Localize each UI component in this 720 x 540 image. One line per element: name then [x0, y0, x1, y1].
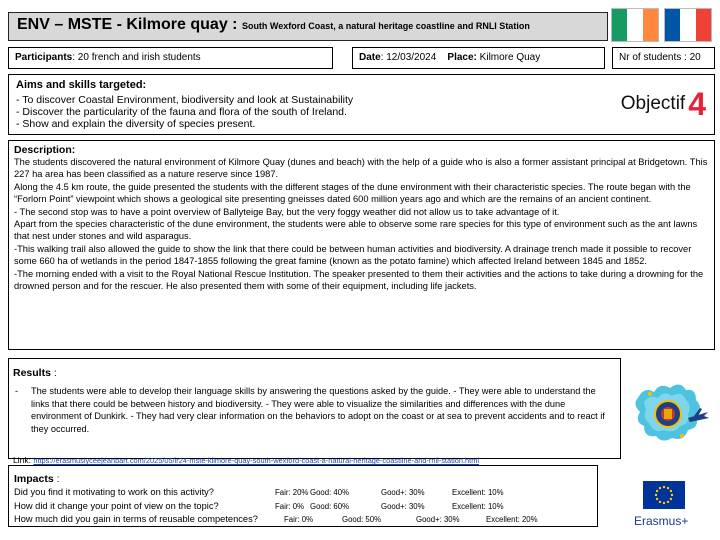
impact-good: Good: 60%: [310, 501, 350, 511]
impact-good: Good: 40%: [310, 488, 350, 497]
page-title: ENV – MSTE - Kilmore quay :: [17, 16, 238, 33]
eu-flag-icon: [643, 481, 685, 509]
page-title-bar: [8, 12, 608, 41]
aim-item: - To discover Coastal Environment, biodiversity and look at Sustainability: [16, 94, 354, 106]
impact-excellent: Excellent: 10%: [452, 501, 504, 511]
sdg4-objectif-logo: [620, 86, 706, 122]
aims-heading: Aims and skills targeted:: [16, 79, 147, 91]
impact-question: Did you find it motivating to work on this activity?: [14, 487, 214, 497]
impact-fair: Fair: 20%: [275, 488, 309, 497]
link-row: [13, 455, 616, 465]
results-heading: Results: [13, 367, 51, 379]
aims-section: [8, 74, 715, 135]
impact-fair: Fair: 0%: [275, 501, 305, 511]
description-paragraph: -This walking trail also allowed the guide to show the link that there could be between human activities and biodiversity. A drainage trench made it possible to recover some 660 ha of wetlands in the period 1847-1855 following the great famine (known as the potato famine) which affected Ireland between 1845 and 1852.: [14, 243, 692, 267]
description-heading: Description:: [14, 144, 76, 156]
results-section: [8, 358, 621, 466]
results-list: [13, 385, 616, 435]
impact-row: [14, 487, 592, 501]
erasmus-project-badge-icon: [630, 378, 710, 446]
participants-value: : 20 french and irish students: [72, 52, 201, 63]
impact-goodplus: Good+: 30%: [381, 501, 425, 511]
aim-item: - Show and explain the diversity of species present.: [16, 118, 256, 130]
impacts-heading-colon: :: [53, 473, 60, 485]
description-paragraph: The students discovered the natural environment of Kilmore Quay (dunes and beach) with the help of a guide who is also a former assistant principal at Bridgetown. This 227 ha area has been classified as a nature reserve since 1987.: [14, 157, 708, 180]
student-count-field: [612, 47, 715, 69]
description-paragraph: Apart from the species characteristic of the dune environment, the students were able to observe some rare species for this type of environment such as the ant lawns that nest under stones and wild asparagus.: [14, 219, 698, 242]
impact-row: [14, 514, 592, 528]
impacts-section: [8, 465, 598, 527]
erasmus-plus-logo-text: Erasmus+: [634, 514, 689, 528]
student-count-label: Nr of students: [619, 52, 682, 63]
results-text: The students were able to develop their language skills by answering the questions asked by the guide. - They were able to understand the links that there could be between history and biodiversity. - They were able to visualize the similarities and differences with the dune environment of Dunkirk. - They had very clear information on the behaviors to adopt on the coast or at sea to prevent accidents and to react if they occurred.: [31, 386, 605, 434]
participants-label: Participants: [15, 52, 73, 63]
aim-item: - Discover the particularity of the fauna and flora of the south of Ireland.: [16, 106, 347, 118]
impact-question: How much did you gain in terms of reusable competences?: [14, 514, 258, 524]
impact-excellent: Excellent: 10%: [452, 488, 504, 497]
date-place-field: [352, 47, 605, 69]
impact-row: [14, 501, 592, 515]
impact-question: How did it change your point of view on the topic?: [14, 500, 219, 511]
student-count-value: : 20: [684, 52, 701, 63]
objectif-logo-number: 4: [688, 86, 706, 122]
article-link[interactable]: https://erasmuslyceejeanbart.com/2025/05/ir24-mste-kilmore-quay-south-wexford-coast-a-natural-heritage-coastline-and-rnli-station.html: [33, 456, 480, 466]
participants-field: [8, 47, 333, 69]
page-subtitle: South Wexford Coast, a natural heritage coastline and RNLI Station: [241, 21, 530, 31]
date-value: : 12/03/2024: [380, 52, 437, 63]
impact-fair: Fair: 0%: [284, 515, 314, 524]
link-label: Link:: [13, 455, 34, 466]
impact-good: Good: 50%: [342, 515, 382, 524]
description-paragraph: - The second stop was to have a point overview of Ballyteige Bay, but the very foggy weather did not allow us to take advantage of it.: [14, 206, 560, 217]
description-paragraph: -The morning ended with a visit to the Royal National Rescue Institution. The speaker presented to them their activities and the actions to take during a drowning for the drowned person and for the rescuer. He also presented them with some of their equipment, including life jackets.: [14, 268, 704, 292]
date-label: Date: [359, 52, 381, 63]
place-label: Place:: [447, 52, 477, 63]
results-bullet: -: [15, 386, 19, 396]
place-value: Kilmore Quay: [479, 52, 541, 63]
france-flag-icon: [664, 8, 712, 42]
impact-goodplus: Good+: 30%: [416, 515, 460, 524]
impact-excellent: Excellent: 20%: [486, 515, 538, 524]
ireland-flag-icon: [611, 8, 659, 42]
impacts-heading: Impacts: [14, 473, 54, 485]
objectif-logo-text: Objectif: [620, 93, 686, 114]
results-heading-colon: :: [50, 367, 57, 379]
description-paragraph: Along the 4.5 km route, the guide presented the students with the different stages of the dune environment with their characteristic species. The route began with the “Forlorn Point” viewpoint which shows a geological site presenting gneisses dated 600 million years ago and which are the remains of an ancient continent.: [14, 181, 691, 205]
impact-goodplus: Good+: 30%: [381, 488, 425, 497]
description-section: [8, 140, 715, 350]
